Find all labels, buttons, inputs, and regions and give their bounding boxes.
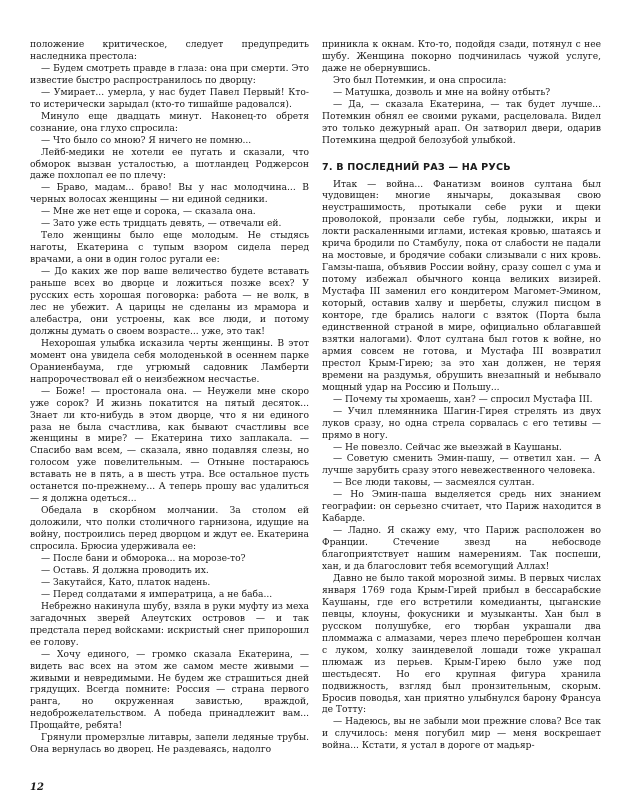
paragraph: — Хочу единого, — громко сказала Екатерина, — видеть вас всех на этом же самом месте живыми — живыми и невредимыми. Не будем же страшиться дней грядущих. Всегда помните: Россия — страна первого ранга, но окруженная завистью, враждой, недоброжелательством. А победа принадлежит вам... Прощайте, ребята! bbox=[30, 649, 309, 732]
paragraph: Тело женщины было еще молодым. Не стыдясь наготы, Екатерина с тупым взором сидела перед врачами, а они в один голос ругали ее: bbox=[30, 231, 309, 266]
paragraph: — Надеюсь, вы не забыли мои прежние слова? Все так и случилось: меня погубил мир — меня воскрешает война... Кстати, я устал в дороге от мадьяр- bbox=[322, 717, 601, 752]
paragraph: — Что было со мною? Я ничего не помню... bbox=[41, 135, 252, 146]
section-title: 7. В ПОСЛЕДНИЙ РАЗ — НА РУСЬ bbox=[322, 161, 511, 173]
right-column bbox=[322, 40, 601, 753]
page-number: 12 bbox=[30, 782, 44, 793]
paragraph: — До каких же пор ваше величество будете вставать раньше всех во дворце и ложиться позже всех? У русских есть хорошая поговорка: работа — не волк, в лес не убежит. А царицы не сделаны из мрамора и алебастра, они устроены, как все люди, и потому должны думать о своем возрасте... уже, это так! bbox=[30, 267, 309, 337]
paragraph: приникла к окнам. Кто-то, подойдя сзади, потянул с нее шубу. Женщина покорно подчинилась чужой услуге, даже не обернувшись. bbox=[322, 40, 601, 74]
paragraph: Давно не было такой морозной зимы. В первых числах января 1769 года Крым-Гирей прибыл в бессарабские Каушаны, где его встретили комедианты, цыганские певцы, клоуны, фокусники и музыканты. Хан был в русском полушубке, его тюрбан украшали два пломмажа с алмазами, через плечо переброшен колчан с луком, холку заиндевелой лошади тоже украшал плюмаж из перьев. Крым-Гирею было уже под шестьдесят. Но его крупная фигура хранила подвижность, взгляд был пронзительным, скорым. Бросив поводья, хан приятно улыбнулся барону Франсуа де Тотту: bbox=[322, 573, 601, 716]
paragraph: Обедала в скорбном молчании. За столом ей доложили, что полки столичного гарнизона, идущие на войну, построились перед дворцом и ждут ее. Екатерина спросила. Брюсиа удерживала ее: bbox=[30, 506, 309, 553]
paragraph: — Зато уже есть тридцать девять, — отвечали ей. bbox=[41, 219, 282, 230]
left-column bbox=[30, 40, 309, 757]
paragraph: — Браво, мадам... браво! Вы у нас молодчина... В черных волосах женщины — ни единой седники. bbox=[30, 183, 309, 206]
paragraph: Минуло еще двадцать минут. Наконец-то обретя сознание, она глухо спросила: bbox=[30, 111, 309, 134]
paragraph: — Все люди таковы, — засмеялся султан. bbox=[333, 478, 535, 489]
paragraph: Лейб-медики не хотели ее пугать и сказали, что обморок вызван усталостью, а шотландец Роджерсон даже похлопал ее по плечу: bbox=[30, 147, 309, 182]
paragraph: — Закутайся, Като, платок надень. bbox=[41, 577, 211, 588]
paragraph: — Матушка, дозволь и мне на войну отбыть? bbox=[333, 87, 551, 98]
paragraph: — Будем смотреть правде в глаза: она при смерти. Это известие быстро распространилось по дворцу: bbox=[30, 63, 309, 86]
paragraph: — Ладно. Я скажу ему, что Париж расположен во Франции. Стечение звезд на небосводе благоприятствует нашим намерениям. Так поспеши, хан, и да благословит тебя всемогущий Аллах! bbox=[322, 526, 601, 573]
paragraph: — Не повезло. Сейчас же выезжай в Каушаны. bbox=[333, 442, 562, 453]
paragraph: Итак — война... Фанатизм воинов султана был чудовищен: многие янычары, доказывая свою неустрашимость, протыкали себе руки и щеки проволокой, пронзали себе губы, лодыжки, икры и локти раскаленными иглами, истекая кровью, шатаясь и крича бродили по Стамбулу, пока от слабости не падали на мостовые, и бродячие собаки слизывали с них кровь. Гамзы-паша, объявив России войну, сразу сошел с ума и потому избежал обычного конца великих визирей. Мустафа III заменил его кондитером Магомет-Эмином, который, оставив халву и шербеты, служил писцом в конторе, где брались налоги с взяток (Порта была единственной страной в мире, официально облагавшей взятки налогами). Флот султана был готов к войне, но армия совсем не готова, и Мустафа III возвратил престол Крым-Гирею; за это хан должен, не теряя времени на раздумья, обрушить внезапный и небывало мощный удар на Россию и Польшу... bbox=[322, 179, 601, 393]
paragraph: Небрежно накинула шубу, взяла в руки муфту из меха загадочных зверей Алеутских островов — и так предстала перед войсками: искристый снег припорошил ее голову. bbox=[30, 601, 309, 648]
paragraph: — Советую сменить Эмин-пашу, — ответил хан. — А лучше зарубить сразу этого невежественного человека. bbox=[322, 454, 601, 477]
paragraph: — Да, — сказала Екатерина, — так будет лучше... Потемкин обнял ее своими руками, расцеловала. Видел это только дежурный арап. Он затворил двери, одарив Потемкина щедрой белозубой улыбкой. bbox=[322, 99, 601, 146]
paragraph: положение критическое, следует предупредить наследника престола: bbox=[30, 40, 309, 62]
paragraph: — Умирает... умерла, у нас будет Павел Первый! Кто-то истерически зарыдал (кто-то тишайше радовался). bbox=[30, 87, 309, 110]
paragraph: — Боже! — простонала она. — Неужели мне скоро уже сорок? И жизнь покатится на пятый десяток... Знает ли кто-нибудь в этом дворце, что я ни единого раза не была счастлива, как бывают счастливы все женщины в мире? — Екатерина тихо заплакала. — Спасибо вам всем, — сказала, явно подавляя слезы, но голосом уже повелительным. — Отныне постараюсь вставать не в пять, а в шесть утра. Все остальное пусть останется по-прежнему... А теперь прошу вас удалиться — я должна одеться... bbox=[30, 386, 309, 505]
paragraph: — Учил племянника Шагин-Гирея стрелять из двух луков сразу, но одна стрела сорвалась с его тетивы — прямо в ногу. bbox=[322, 406, 601, 441]
paragraph: — После бани и обморока... на морозе-то? bbox=[41, 553, 246, 564]
paragraph: — Почему ты хромаешь, хан? — спросил Мустафа III. bbox=[333, 394, 593, 405]
paragraph: Грянули промерзлые литавры, запели ледяные трубы. Она вернулась во дворец. Не раздеваясь, надолго bbox=[30, 733, 309, 756]
paragraph: Это был Потемкин, и она спросила: bbox=[333, 75, 507, 86]
paragraph: Нехорошая улыбка исказила черты женщины. В этот момент она увидела себя молоденькой в осеннем парке Ораниенбаума, где угрюмый садовник Ламберти напророчествовал ей о неизбежном несчастье. bbox=[30, 338, 309, 385]
paragraph: — Но Эмин-паша выделяется средь них знанием географии: он серьезно считает, что Париж находится в Кабарде. bbox=[322, 490, 601, 525]
paragraph: — Оставь. Я должна проводить их. bbox=[41, 565, 209, 576]
paragraph: — Мне же нет еще и сорока, — сказала она. bbox=[41, 207, 256, 218]
paragraph: — Перед солдатами я императрица, а не баба... bbox=[41, 589, 273, 600]
